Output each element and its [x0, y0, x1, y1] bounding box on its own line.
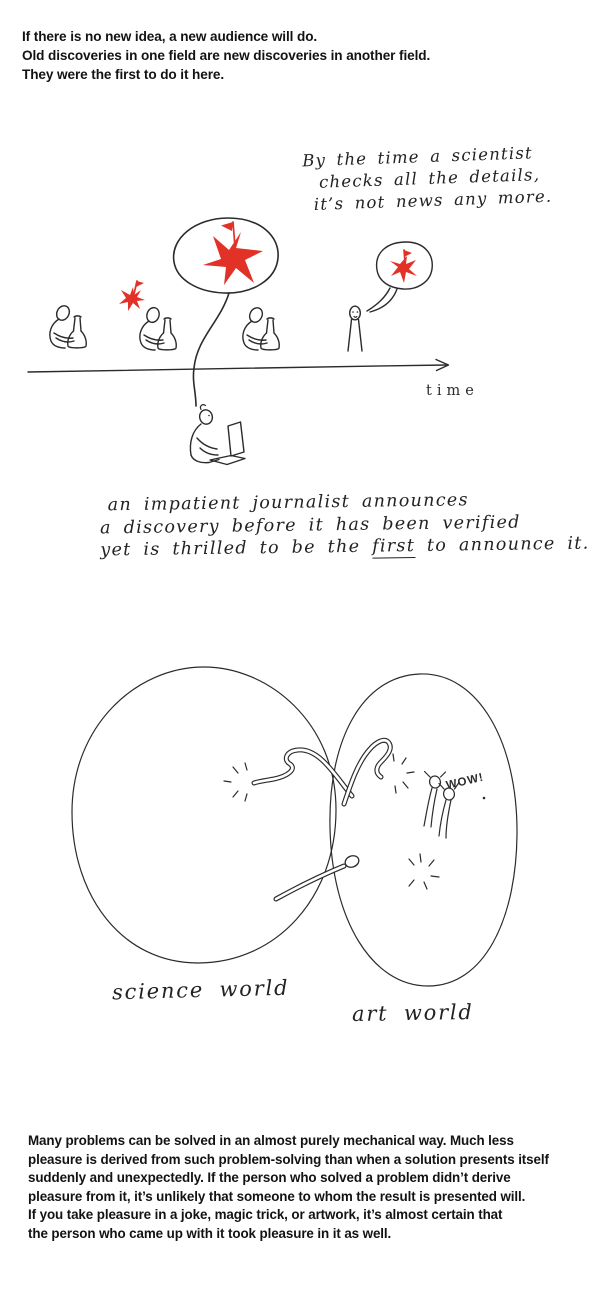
- head: [247, 306, 265, 325]
- science-world-label: science world: [111, 975, 290, 1005]
- intro-text: [22, 27, 430, 84]
- caption-line-2: a discovery before it has been verified: [99, 512, 521, 538]
- timeline-cartoon: [0, 210, 602, 476]
- caption-line-1: an impatient journalist announces: [107, 490, 469, 516]
- lower-periscope-icon: [276, 854, 361, 899]
- underlined-word: first: [372, 536, 416, 557]
- balloon-stem: [193, 293, 229, 406]
- scientist-figure-1: [50, 304, 86, 348]
- head: [54, 304, 72, 323]
- big-red-star-icon: [203, 232, 263, 285]
- flag-icon: [404, 250, 412, 257]
- art-circle: [330, 674, 517, 986]
- outro-line-3: suddenly and unexpectedly. If the person who solved a problem didn’t derive: [28, 1170, 511, 1186]
- outro-paragraph: [28, 1132, 549, 1244]
- sparkle-icon: [409, 854, 439, 889]
- eye: [208, 415, 210, 417]
- outro-line-2: pleasure is derived from such problem-solving than when a solution presents itself: [28, 1151, 549, 1167]
- flag-icon: [221, 222, 233, 231]
- scientist-figure-2: [140, 306, 176, 350]
- science-circle: [72, 667, 336, 963]
- sparkle-icon: [224, 763, 247, 801]
- balloon-tail: [367, 288, 390, 311]
- handwritten-caption: [100, 488, 590, 562]
- period-dot: [483, 797, 486, 800]
- venn-diagram: [0, 630, 602, 1050]
- art-world-label: art world: [351, 999, 474, 1027]
- onlooker-figure: [424, 772, 446, 828]
- flag-pole: [233, 222, 235, 247]
- outro-line-1: Many problems can be solved in an almost purely mechanical way. Much less: [28, 1133, 514, 1148]
- handwritten-quote: [302, 142, 553, 217]
- flask-icon: [267, 318, 274, 319]
- quote-line-3: it’s not news any more.: [313, 186, 553, 214]
- laptop-icon: [228, 422, 244, 456]
- intro-line-2: Old discoveries in one field are new discoveries in another field.: [22, 48, 431, 63]
- intro-line-3: They were the first to do it here.: [22, 67, 225, 82]
- journalist-figure: [190, 405, 245, 465]
- timeline-arrow: [28, 360, 449, 373]
- flask-icon: [164, 318, 171, 319]
- hair-curl: [200, 405, 205, 410]
- time-axis-label: time: [426, 383, 479, 399]
- outro-line-4: pleasure from it, it’s unlikely that someone to whom the result is presented will.: [28, 1188, 526, 1204]
- quote-line-2: checks all the details,: [318, 165, 541, 192]
- small-announcement-balloon: [367, 242, 432, 312]
- eye: [357, 311, 359, 313]
- sparkle-icon: [393, 754, 414, 793]
- flask-icon: [74, 316, 81, 317]
- quote-line-1: By the time a scientist: [301, 143, 534, 171]
- standing-scientist-figure: [348, 306, 362, 351]
- head: [198, 408, 214, 425]
- outro-line-5: If you take pleasure in a joke, magic trick, or artwork, it’s almost certain that: [28, 1207, 503, 1223]
- intro-line-1: If there is no new idea, a new audience will do.: [22, 29, 318, 44]
- caption-line-3: yet is thrilled to be the first to announce it.: [100, 533, 590, 561]
- scientist-figure-3: [243, 306, 279, 350]
- wow-onlookers: [424, 772, 485, 839]
- outro-line-6: the person who came up with it took pleasure in it as well.: [28, 1225, 392, 1241]
- mouth: [354, 317, 357, 318]
- small-red-star-icon: [390, 256, 417, 283]
- eye: [352, 311, 354, 313]
- discovery-starburst-icon: [119, 281, 145, 311]
- wow-text: WOW!: [444, 771, 486, 792]
